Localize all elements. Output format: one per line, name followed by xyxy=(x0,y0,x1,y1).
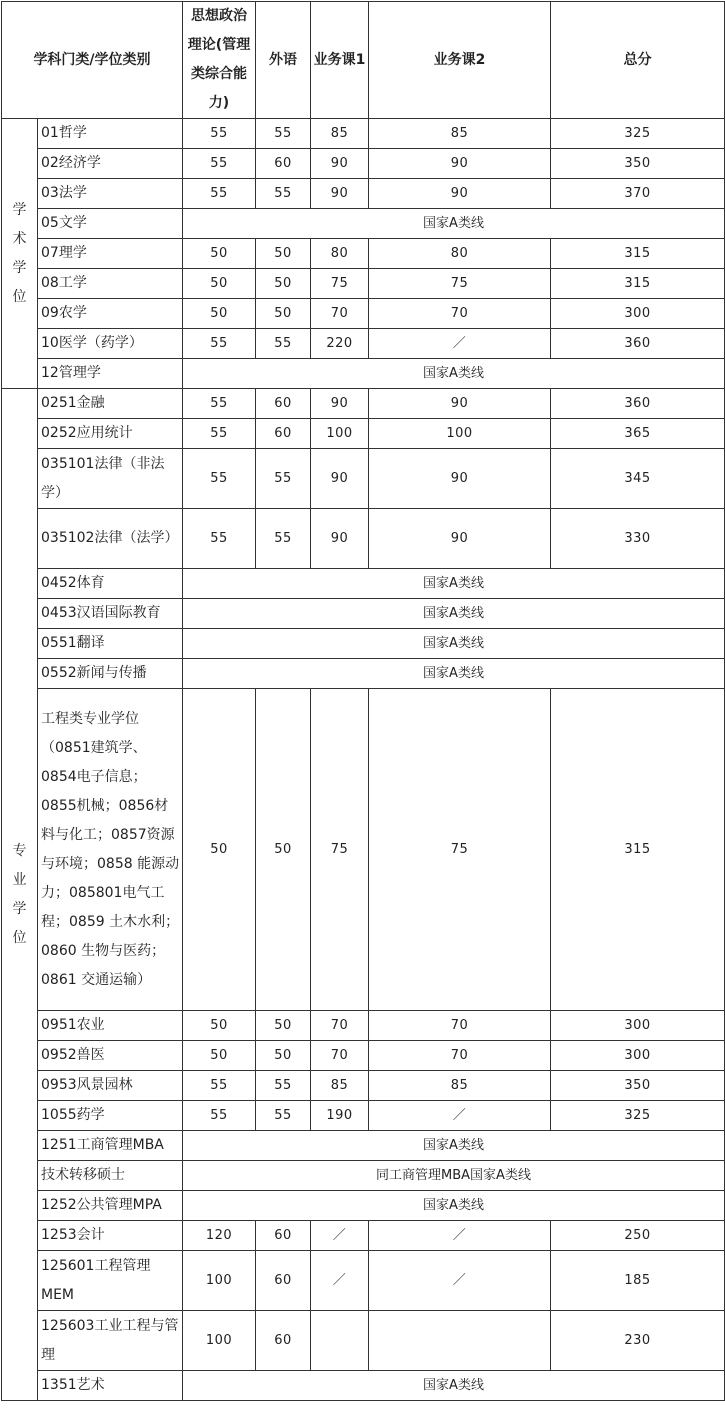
politics-score: 50 xyxy=(183,1041,256,1071)
foreign-score: 60 xyxy=(256,389,311,419)
course1-score: 80 xyxy=(311,239,369,269)
course2-score: 80 xyxy=(369,239,551,269)
subject-name: 08工学 xyxy=(38,269,183,299)
course1-score: 70 xyxy=(311,1041,369,1071)
course2-score: 90 xyxy=(369,389,551,419)
course1-score: 90 xyxy=(311,149,369,179)
course1-score xyxy=(311,1311,369,1371)
header-course2: 业务课2 xyxy=(369,2,551,119)
politics-score: 55 xyxy=(183,1101,256,1131)
category-label: 学术学位 xyxy=(12,201,27,305)
header-course1: 业务课1 xyxy=(311,2,369,119)
foreign-score: 50 xyxy=(256,689,311,1011)
subject-name: 02经济学 xyxy=(38,149,183,179)
course1-score: 90 xyxy=(311,509,369,569)
politics-score: 55 xyxy=(183,389,256,419)
politics-score: 100 xyxy=(183,1311,256,1371)
course2-score: ／ xyxy=(369,329,551,359)
subject-name: 01哲学 xyxy=(38,119,183,149)
table-row xyxy=(2,1131,725,1161)
subject-name: 技术转移硕士 xyxy=(38,1161,183,1191)
total-score: 315 xyxy=(551,689,725,1011)
table-row xyxy=(2,689,725,1011)
table-row xyxy=(2,509,725,569)
merged-line-cell: 国家A类线 xyxy=(183,359,725,389)
subject-name: 0453汉语国际教育 xyxy=(38,599,183,629)
subject-name: 05文学 xyxy=(38,209,183,239)
subject-name: 0551翻译 xyxy=(38,629,183,659)
academic-category-cell xyxy=(2,119,38,389)
table-row xyxy=(2,629,725,659)
total-score: 230 xyxy=(551,1311,725,1371)
subject-name: 1351艺术 xyxy=(38,1371,183,1401)
header-politics: 思想政治理论(管理类综合能力) xyxy=(183,2,256,119)
course1-score: ／ xyxy=(311,1251,369,1311)
table-row xyxy=(2,179,725,209)
merged-line-cell: 国家A类线 xyxy=(183,629,725,659)
course2-score: 85 xyxy=(369,119,551,149)
foreign-score: 50 xyxy=(256,1011,311,1041)
course1-score: 90 xyxy=(311,179,369,209)
foreign-score: 55 xyxy=(256,509,311,569)
score-table xyxy=(1,1,725,1401)
table-row xyxy=(2,1161,725,1191)
total-score: 350 xyxy=(551,1071,725,1101)
course2-score: 100 xyxy=(369,419,551,449)
header-category: 学科门类/学位类别 xyxy=(2,2,183,119)
table-row xyxy=(2,1191,725,1221)
course2-score: 90 xyxy=(369,179,551,209)
subject-name: 12管理学 xyxy=(38,359,183,389)
foreign-score: 50 xyxy=(256,239,311,269)
course2-score: 70 xyxy=(369,1041,551,1071)
table-row xyxy=(2,419,725,449)
table-row xyxy=(2,1101,725,1131)
politics-score: 50 xyxy=(183,1011,256,1041)
total-score: 185 xyxy=(551,1251,725,1311)
table-row xyxy=(2,269,725,299)
subject-name: 0552新闻与传播 xyxy=(38,659,183,689)
course1-score: ／ xyxy=(311,1221,369,1251)
course2-score: 90 xyxy=(369,149,551,179)
merged-line-cell: 国家A类线 xyxy=(183,1131,725,1161)
course1-score: 100 xyxy=(311,419,369,449)
table-row xyxy=(2,599,725,629)
total-score: 350 xyxy=(551,149,725,179)
foreign-score: 55 xyxy=(256,449,311,509)
header-foreign: 外语 xyxy=(256,2,311,119)
merged-line-cell: 国家A类线 xyxy=(183,599,725,629)
professional-category-cell xyxy=(2,389,38,1401)
subject-name: 125603工业工程与管理 xyxy=(38,1311,183,1371)
table-row xyxy=(2,1221,725,1251)
course1-score: 75 xyxy=(311,269,369,299)
subject-name: 0952兽医 xyxy=(38,1041,183,1071)
merged-line-cell: 国家A类线 xyxy=(183,659,725,689)
total-score: 300 xyxy=(551,299,725,329)
table-row xyxy=(2,659,725,689)
politics-score: 55 xyxy=(183,149,256,179)
table-row xyxy=(2,569,725,599)
subject-name: 07理学 xyxy=(38,239,183,269)
total-score: 360 xyxy=(551,389,725,419)
course2-score: ／ xyxy=(369,1101,551,1131)
subject-name: 1251工商管理MBA xyxy=(38,1131,183,1161)
merged-line-cell: 国家A类线 xyxy=(183,1191,725,1221)
course1-score: 70 xyxy=(311,1011,369,1041)
course2-score: 75 xyxy=(369,689,551,1011)
merged-line-cell: 国家A类线 xyxy=(183,569,725,599)
foreign-score: 60 xyxy=(256,1251,311,1311)
subject-name: 035102法律（法学） xyxy=(38,509,183,569)
politics-score: 55 xyxy=(183,1071,256,1101)
total-score: 325 xyxy=(551,1101,725,1131)
course2-score: 90 xyxy=(369,509,551,569)
politics-score: 50 xyxy=(183,299,256,329)
politics-score: 55 xyxy=(183,509,256,569)
politics-score: 55 xyxy=(183,329,256,359)
subject-name: 0452体育 xyxy=(38,569,183,599)
foreign-score: 60 xyxy=(256,1311,311,1371)
table-row xyxy=(2,209,725,239)
subject-name: 1253会计 xyxy=(38,1221,183,1251)
table-row xyxy=(2,1071,725,1101)
foreign-score: 55 xyxy=(256,1071,311,1101)
politics-score: 50 xyxy=(183,269,256,299)
politics-score: 55 xyxy=(183,179,256,209)
subject-name: 125601工程管理MEM xyxy=(38,1251,183,1311)
subject-name: 1055药学 xyxy=(38,1101,183,1131)
foreign-score: 50 xyxy=(256,299,311,329)
course2-score: 70 xyxy=(369,1011,551,1041)
politics-score: 55 xyxy=(183,119,256,149)
total-score: 300 xyxy=(551,1041,725,1071)
course2-score xyxy=(369,1311,551,1371)
total-score: 315 xyxy=(551,269,725,299)
table-row xyxy=(2,449,725,509)
course1-score: 190 xyxy=(311,1101,369,1131)
course1-score: 70 xyxy=(311,299,369,329)
table-row xyxy=(2,329,725,359)
table-row xyxy=(2,389,725,419)
total-score: 325 xyxy=(551,119,725,149)
subject-name: 0251金融 xyxy=(38,389,183,419)
subject-name: 1252公共管理MPA xyxy=(38,1191,183,1221)
table-row xyxy=(2,1311,725,1371)
subject-name: 0252应用统计 xyxy=(38,419,183,449)
table-row xyxy=(2,1041,725,1071)
total-score: 360 xyxy=(551,329,725,359)
politics-score: 50 xyxy=(183,239,256,269)
table-row xyxy=(2,119,725,149)
course2-score: ／ xyxy=(369,1221,551,1251)
foreign-score: 60 xyxy=(256,1221,311,1251)
merged-line-cell: 国家A类线 xyxy=(183,1371,725,1401)
politics-score: 120 xyxy=(183,1221,256,1251)
course2-score: 90 xyxy=(369,449,551,509)
category-label: 专业学位 xyxy=(12,842,27,946)
politics-score: 55 xyxy=(183,419,256,449)
table-row xyxy=(2,149,725,179)
politics-score: 55 xyxy=(183,449,256,509)
total-score: 250 xyxy=(551,1221,725,1251)
foreign-score: 60 xyxy=(256,419,311,449)
total-score: 330 xyxy=(551,509,725,569)
table-row xyxy=(2,1011,725,1041)
course2-score: 85 xyxy=(369,1071,551,1101)
total-score: 370 xyxy=(551,179,725,209)
course2-score: 70 xyxy=(369,299,551,329)
subject-name: 0951农业 xyxy=(38,1011,183,1041)
course1-score: 220 xyxy=(311,329,369,359)
subject-name: 09农学 xyxy=(38,299,183,329)
merged-line-cell: 同工商管理MBA国家A类线 xyxy=(183,1161,725,1191)
foreign-score: 55 xyxy=(256,119,311,149)
foreign-score: 55 xyxy=(256,1101,311,1131)
total-score: 315 xyxy=(551,239,725,269)
header-total: 总分 xyxy=(551,2,725,119)
course2-score: 75 xyxy=(369,269,551,299)
subject-name: 0953风景园林 xyxy=(38,1071,183,1101)
foreign-score: 60 xyxy=(256,149,311,179)
subject-name: 03法学 xyxy=(38,179,183,209)
foreign-score: 55 xyxy=(256,179,311,209)
foreign-score: 50 xyxy=(256,269,311,299)
foreign-score: 55 xyxy=(256,329,311,359)
subject-name: 035101法律（非法学） xyxy=(38,449,183,509)
course1-score: 90 xyxy=(311,449,369,509)
foreign-score: 50 xyxy=(256,1041,311,1071)
table-row xyxy=(2,299,725,329)
subject-name: 工程类专业学位（0851建筑学、0854电子信息；0855机械；0856材料与化工；0857资源与环境；0858 能源动力；085801电气工程；0859 土木水利；0860 生物与医药； 0861 交通运输） xyxy=(38,689,183,1011)
total-score: 345 xyxy=(551,449,725,509)
course1-score: 90 xyxy=(311,389,369,419)
table-body xyxy=(2,119,725,1401)
table-row xyxy=(2,1371,725,1401)
table-row xyxy=(2,1251,725,1311)
course1-score: 85 xyxy=(311,1071,369,1101)
table-row xyxy=(2,239,725,269)
course1-score: 75 xyxy=(311,689,369,1011)
course2-score: ／ xyxy=(369,1251,551,1311)
total-score: 300 xyxy=(551,1011,725,1041)
total-score: 365 xyxy=(551,419,725,449)
merged-line-cell: 国家A类线 xyxy=(183,209,725,239)
subject-name: 10医学（药学） xyxy=(38,329,183,359)
politics-score: 100 xyxy=(183,1251,256,1311)
politics-score: 50 xyxy=(183,689,256,1011)
table-row xyxy=(2,359,725,389)
course1-score: 85 xyxy=(311,119,369,149)
